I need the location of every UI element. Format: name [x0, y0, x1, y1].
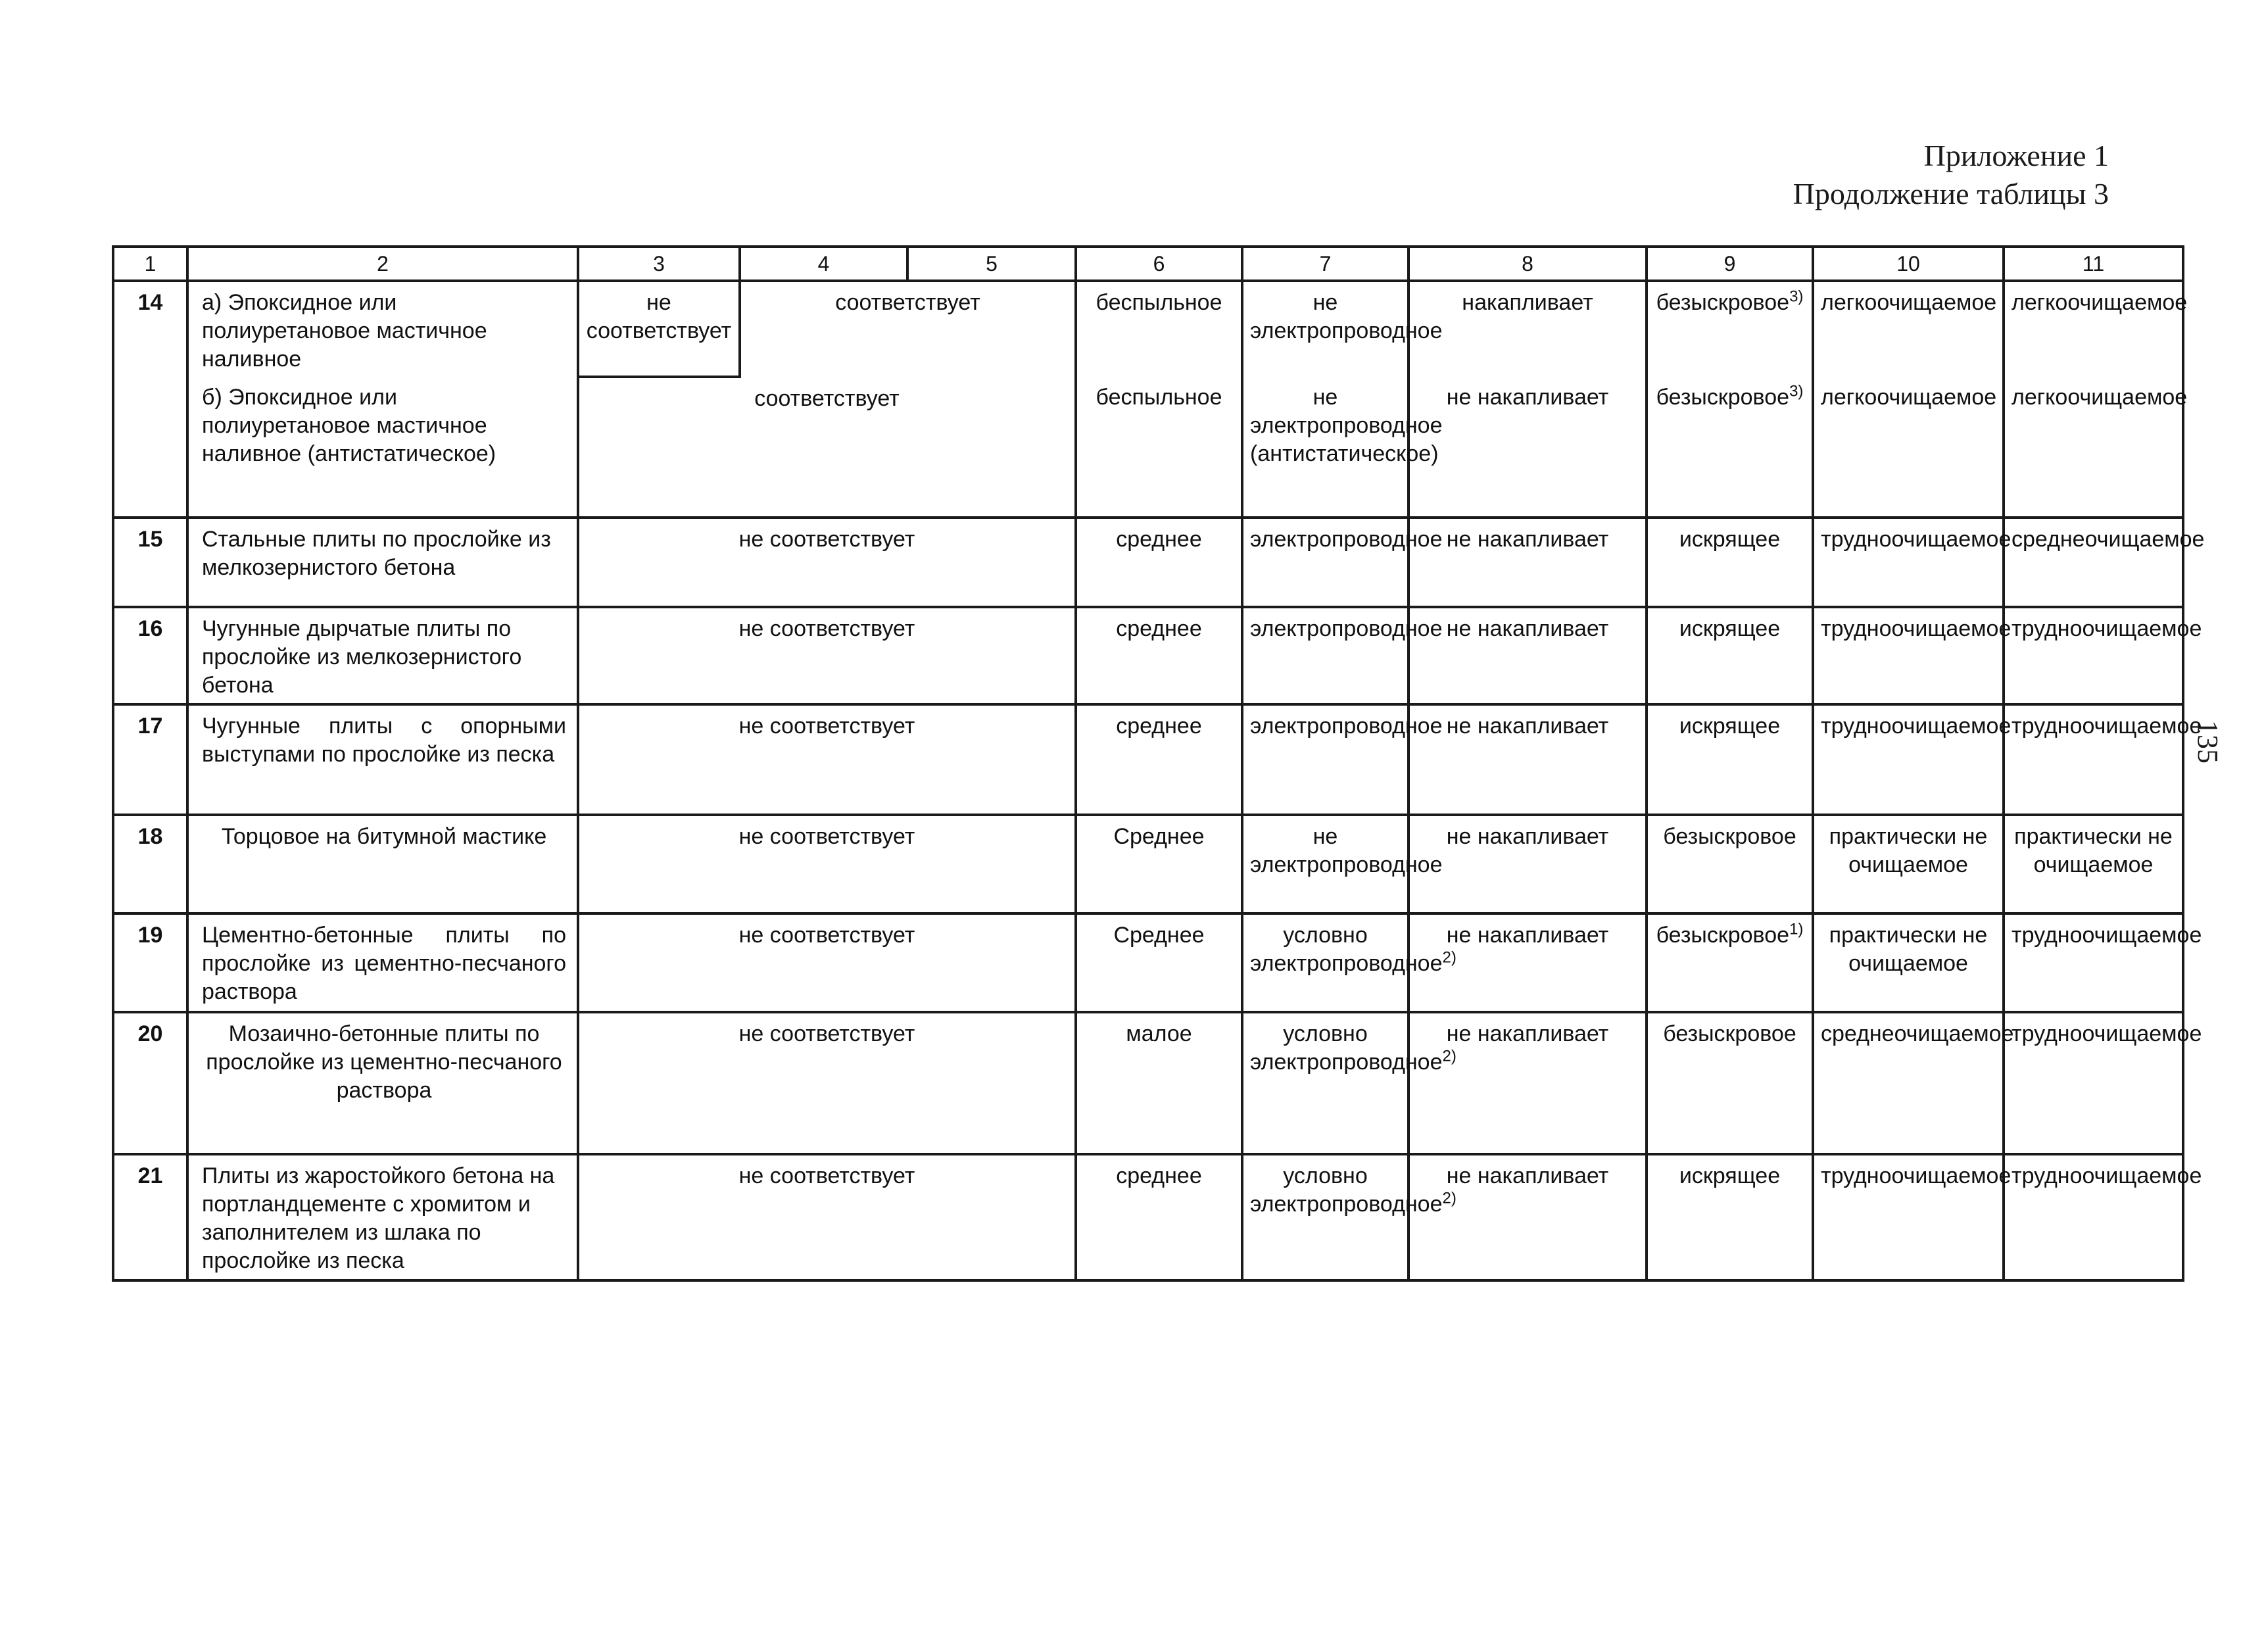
cell-col4-5: соответствует: [740, 281, 1076, 377]
appendix-label: Приложение 1: [1923, 139, 2109, 172]
column-header: 7: [1242, 247, 1409, 281]
cell-col7: не электропроводное (антистатическое): [1242, 377, 1409, 518]
column-header: 11: [2004, 247, 2183, 281]
cell-col3-5: не соответствует: [578, 1154, 1076, 1280]
cell-col7: [1242, 815, 1443, 913]
row-number: 21: [113, 1154, 187, 1280]
column-header: 5: [907, 247, 1076, 281]
floor-type: Плиты из жаростойкого бетона на портландцементе с хромитом и заполнителем из шлака по прослойке из песка: [187, 1154, 578, 1280]
floor-type: Мозаично-бетонные плиты по прослойке из цементно-песчаного раствора: [187, 1012, 578, 1154]
cell-col9-text: искрящее: [1679, 616, 1781, 641]
floor-type: Цементно-бетонные плиты по прослойке из цементно-песчаного раствора: [187, 913, 578, 1012]
cell-col10: практически не очищаемое: [1813, 815, 2004, 913]
cell-col11: легкоочищаемое: [2004, 377, 2183, 518]
column-header: 6: [1076, 247, 1242, 281]
cell-col8: не накапливает: [1409, 913, 1647, 1012]
cell-col7: не электропроводное: [1242, 281, 1409, 377]
row-number: 20: [113, 1012, 187, 1154]
cell-col10: трудноочищаемое: [1813, 518, 2004, 607]
floor-type: а) Эпоксидное или полиуретановое мастичное наливное: [187, 281, 578, 377]
cell-col11: среднеочищаемое: [2004, 518, 2183, 607]
cell-col10: легкоочищаемое: [1813, 281, 2004, 377]
cell-col7-text: электропроводное: [1250, 527, 1443, 552]
cell-col8: не накапливает: [1409, 518, 1647, 607]
cell-col11: практически не очищаемое: [2004, 815, 2183, 913]
column-header: 8: [1409, 247, 1647, 281]
cell-col10: среднеочищаемое: [1813, 1012, 2004, 1154]
cell-col3-5: соответствует: [578, 377, 1076, 518]
cell-col7-text: электропроводное: [1250, 616, 1443, 641]
cell-col7-text: электропроводное: [1250, 714, 1443, 739]
row-number: 19: [113, 913, 187, 1012]
cell-col7-text: условно электропроводное: [1250, 1163, 1443, 1217]
properties-table: [112, 245, 2205, 1282]
cell-col9: [1647, 518, 1813, 607]
cell-col7: [1242, 518, 1443, 607]
cell-col9-text: безыскровое: [1663, 824, 1796, 849]
cell-col9: [1647, 1012, 1813, 1154]
cell-col9: [1647, 913, 1813, 1012]
cell-col8: накапливает: [1409, 281, 1647, 377]
cell-col3: не соответствует: [578, 281, 740, 377]
floor-type: Чугунные дырчатые плиты по прослойке из мелкозернистого бетона: [187, 607, 578, 704]
footnote-mark: 2): [1442, 1047, 1457, 1065]
column-header: 10: [1813, 247, 2004, 281]
cell-col11: трудноочищаемое: [2004, 704, 2183, 815]
cell-col9: [1647, 815, 1813, 913]
cell-col9: [1647, 704, 1813, 815]
cell-col6: Среднее: [1076, 913, 1242, 1012]
column-header: 3: [578, 247, 740, 281]
cell-col6: среднее: [1076, 1154, 1242, 1280]
cell-col7-text: не электропроводное: [1250, 824, 1443, 877]
cell-col11: трудноочищаемое: [2004, 607, 2183, 704]
cell-col10: трудноочищаемое: [1813, 607, 2004, 704]
cell-col11: легкоочищаемое: [2004, 281, 2183, 377]
floor-type: Стальные плиты по прослойке из мелкозернистого бетона: [187, 518, 578, 607]
cell-col3-5: не соответствует: [578, 704, 1076, 815]
cell-col8: не накапливает: [1409, 1012, 1647, 1154]
footnote-mark: 3): [1789, 382, 1804, 401]
page-number: 135: [2192, 720, 2224, 764]
table-row-18: [113, 815, 2183, 913]
footnote-mark: 2): [1442, 948, 1457, 967]
cell-col10: трудноочищаемое: [1813, 704, 2004, 815]
cell-col11: трудноочищаемое: [2004, 913, 2183, 1012]
row-number: 18: [113, 815, 187, 913]
cell-col11: трудноочищаемое: [2004, 1154, 2183, 1280]
cell-col8: не накапливает: [1409, 815, 1647, 913]
cell-col9-text: безыскровое: [1663, 1021, 1796, 1046]
cell-col9: [1647, 377, 1813, 518]
cell-col9-text: безыскровое: [1656, 923, 1790, 948]
cell-col8: не накапливает: [1409, 1154, 1647, 1280]
cell-col9: [1647, 1154, 1813, 1280]
table-row-20: [113, 1012, 2183, 1154]
cell-col3-5: не соответствует: [578, 815, 1076, 913]
column-header: 9: [1647, 247, 1813, 281]
table-row-19: [113, 913, 2183, 1012]
footnote-mark: 2): [1442, 1189, 1457, 1207]
cell-col9-text: искрящее: [1679, 1163, 1781, 1188]
footnote-mark: 1): [1789, 920, 1804, 938]
table-row-16: [113, 607, 2183, 704]
cell-col9-text: искрящее: [1679, 714, 1781, 739]
table-row-21: [113, 1154, 2183, 1280]
table-row-17: [113, 704, 2183, 815]
cell-col7: [1242, 913, 1457, 1012]
floor-type: Чугунные плиты с опорными выступами по прослойке из песка: [187, 704, 578, 815]
cell-col9-text: искрящее: [1679, 527, 1781, 552]
cell-col9: [1647, 607, 1813, 704]
cell-col10: практически не очищаемое: [1813, 913, 2004, 1012]
cell-col3-5: не соответствует: [578, 607, 1076, 704]
footnote-mark: 3): [1789, 287, 1804, 306]
cell-col7: [1242, 704, 1443, 815]
cell-col6: Среднее: [1076, 815, 1242, 913]
cell-col6: малое: [1076, 1012, 1242, 1154]
row-number: 15: [113, 518, 187, 607]
column-header: 1: [113, 247, 187, 281]
cell-col7: [1242, 607, 1443, 704]
table-continuation-label: Продолжение таблицы 3: [1793, 177, 2109, 210]
row-number: 14: [113, 281, 187, 518]
cell-col8: не накапливает: [1409, 704, 1647, 815]
cell-col3-5: не соответствует: [578, 518, 1076, 607]
cell-col8: не накапливает: [1409, 607, 1647, 704]
row-number: 17: [113, 704, 187, 815]
cell-col7: [1242, 1012, 1457, 1154]
cell-col6: беспыльное: [1076, 377, 1242, 518]
column-header: 4: [740, 247, 907, 281]
cell-col6: беспыльное: [1076, 281, 1242, 377]
cell-col11: трудноочищаемое: [2004, 1012, 2183, 1154]
page-header: [1793, 137, 2109, 213]
cell-col7: [1242, 1154, 1457, 1280]
cell-col10: легкоочищаемое: [1813, 377, 2004, 518]
cell-col9-text: безыскровое: [1656, 290, 1790, 315]
column-header: 2: [187, 247, 578, 281]
floor-type: Торцовое на битумной мастике: [187, 815, 578, 913]
cell-col8: не накапливает: [1409, 377, 1647, 518]
table-row-14b: [113, 377, 2183, 518]
cell-col7-text: условно электропроводное: [1250, 1021, 1443, 1075]
table-row-15: [113, 518, 2183, 607]
table-row-14a: [113, 281, 2183, 377]
cell-col3-5: не соответствует: [578, 1012, 1076, 1154]
cell-col7-text: условно электропроводное: [1250, 923, 1443, 976]
floor-type: б) Эпоксидное или полиуретановое мастичное наливное (антистатическое): [187, 377, 578, 518]
cell-col10: трудноочищаемое: [1813, 1154, 2004, 1280]
cell-col6: среднее: [1076, 704, 1242, 815]
column-number-row: [113, 247, 2183, 281]
cell-col9: [1647, 281, 1813, 377]
cell-col6: среднее: [1076, 607, 1242, 704]
cell-col3-5: не соответствует: [578, 913, 1076, 1012]
cell-col6: среднее: [1076, 518, 1242, 607]
row-number: 16: [113, 607, 187, 704]
cell-col9-text: безыскровое: [1656, 385, 1790, 410]
